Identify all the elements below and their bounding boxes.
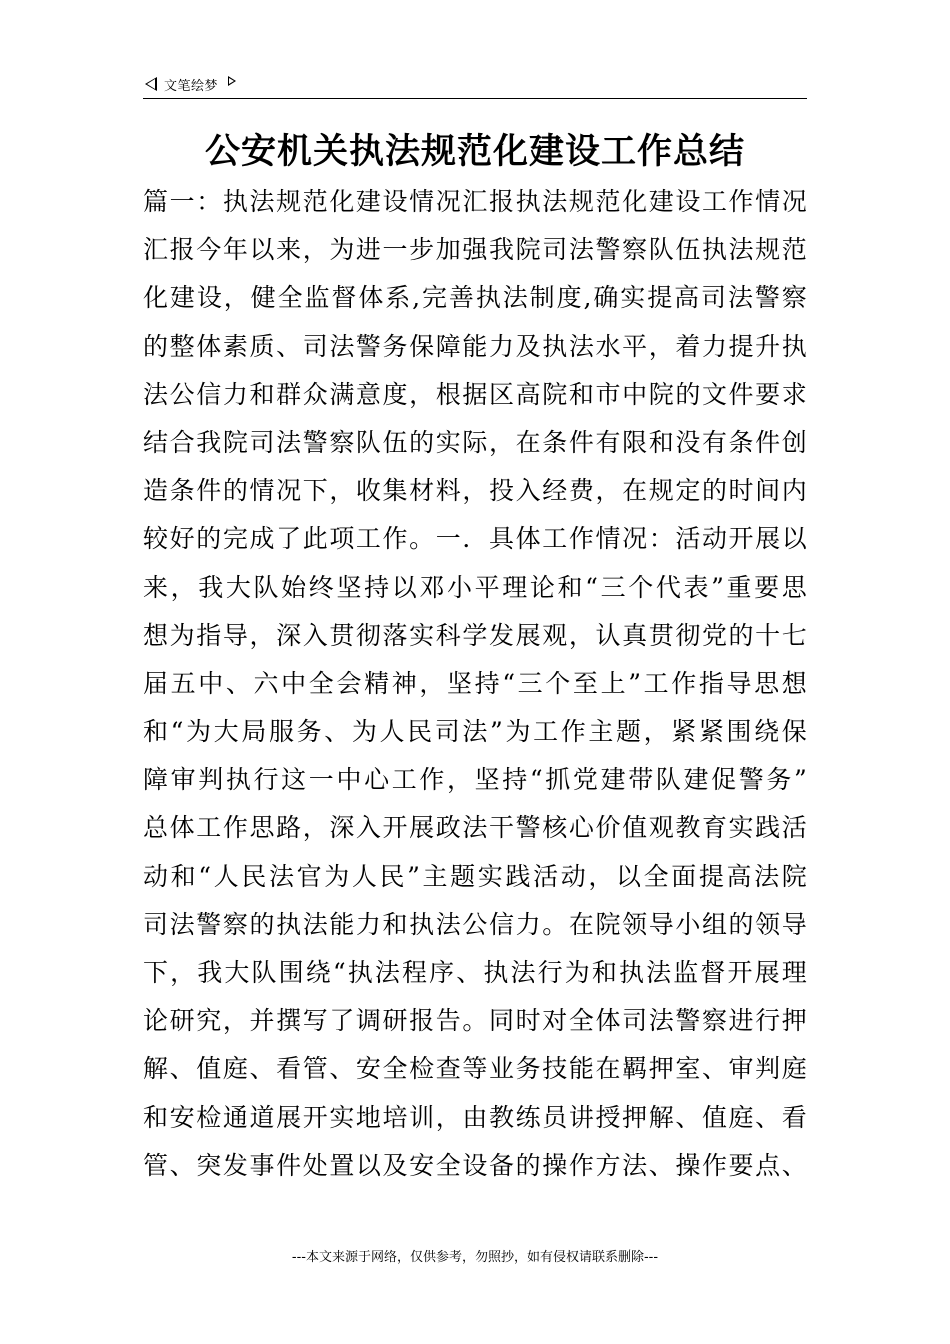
body-line: 造条件的情况下，收集材料，投入经费，在规定的时间内	[143, 476, 807, 506]
header-brand: 文笔绘梦	[164, 78, 219, 94]
body-line: 动和“人民法官为人民”主题实践活动，以全面提高法院	[143, 861, 807, 891]
body-line: 届五中、六中全会精神，坚持“三个至上”工作指导思想	[143, 668, 807, 698]
body-line: 来，我大队始终坚持以邓小平理论和“三个代表”重要思	[143, 572, 807, 602]
body-line: 总体工作思路，深入开展政法干警核心价值观教育实践活	[143, 813, 807, 843]
page-header	[143, 72, 807, 99]
body-line: 下，我大队围绕“执法程序、执法行为和执法监督开展理	[143, 958, 807, 987]
body-line: 法公信力和群众满意度，根据区高院和市中院的文件要求	[143, 379, 807, 409]
triangle-right-icon	[228, 76, 236, 86]
body-line: 结合我院司法警察队伍的实际，在条件有限和没有条件创	[143, 427, 807, 457]
body-line: 论研究，并撰写了调研报告。同时对全体司法警察进行押	[143, 1006, 807, 1036]
body-line: 想为指导，深入贯彻落实科学发展观，认真贯彻党的十七	[143, 620, 807, 650]
body-line: 解、值庭、看管、安全检查等业务技能在羁押室、审判庭	[143, 1054, 807, 1084]
page-footer: ---本文来源于网络，仅供参考，勿照抄，如有侵权请联系删除---	[291, 1250, 659, 1265]
body-line: 较好的完成了此项工作。一．具体工作情况：活动开展以	[143, 524, 807, 554]
body-line: 篇一：执法规范化建设情况汇报执法规范化建设工作情况	[143, 187, 807, 216]
body-line: 和安检通道展开实地培训，由教练员讲授押解、值庭、看	[143, 1102, 807, 1132]
body-line: 管、突发事件处置以及安全设备的操作方法、操作要点、	[143, 1150, 807, 1180]
header-brand-group	[145, 75, 236, 93]
document-body	[143, 181, 807, 1193]
body-line: 的整体素质、司法警务保障能力及执法水平，着力提升执	[143, 331, 807, 361]
body-line: 司法警察的执法能力和执法公信力。在院领导小组的领导	[143, 909, 807, 939]
body-line: 汇报今年以来，为进一步加强我院司法警察队伍执法规范	[143, 235, 807, 265]
document-title: 公安机关执法规范化建设工作总结	[204, 132, 745, 172]
triangle-left-icon	[145, 77, 157, 91]
body-line: 化建设，健全监督体系,完善执法制度,确实提高司法警察	[143, 283, 807, 313]
body-line: 障审判执行这一中心工作，坚持“抓党建带队建促警务”	[143, 765, 807, 795]
body-line: 和“为大局服务、为人民司法”为工作主题，紧紧围绕保	[143, 717, 807, 747]
